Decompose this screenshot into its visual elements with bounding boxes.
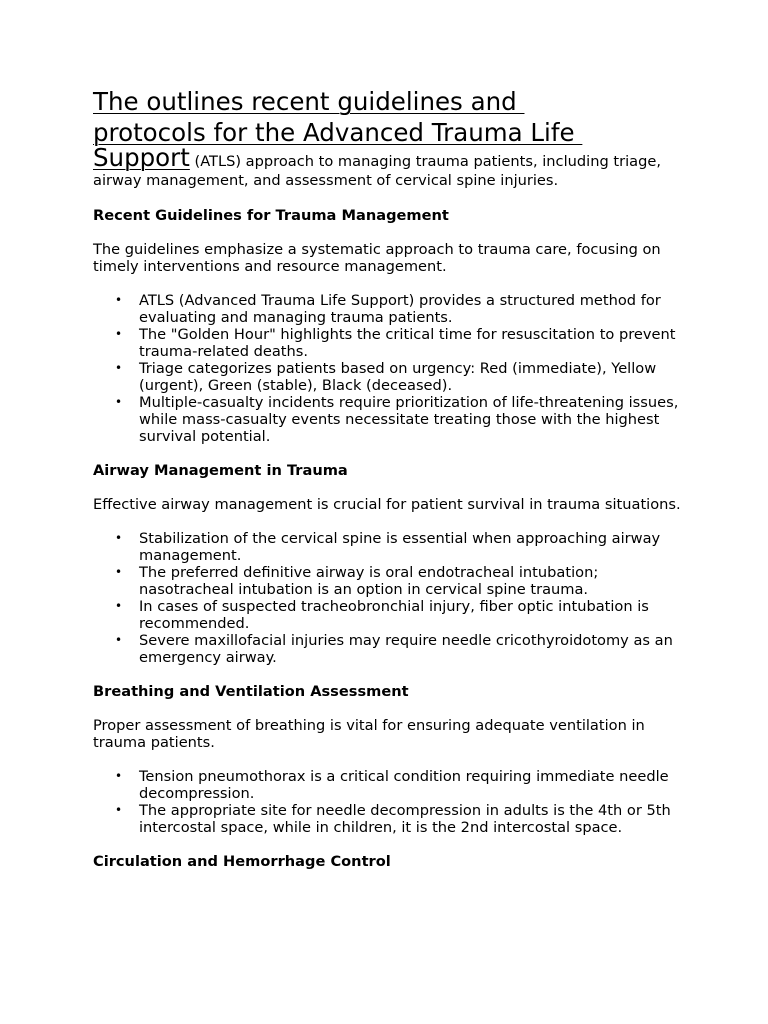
spacer [93,836,683,853]
intro-paragraph [93,143,683,190]
list-item: • The "Golden Hour" highlights the critical time for resuscitation to prevent trauma-related deaths. [93,326,683,360]
list-item: • Triage categorizes patients based on urgency: Red (immediate), Yellow (urgent), Green (stable), Black (deceased). [93,360,683,394]
section-heading: Circulation and Hemorrhage Control [93,853,391,870]
bullet-list [93,768,683,836]
document-title-tail: Support [93,143,190,172]
list-item: • The preferred definitive airway is oral endotracheal intubation; nasotracheal intubation is an option in cervical spine trauma. [93,564,683,598]
document-title-line-1: The outlines recent guidelines and [93,87,525,116]
list-item: • Tension pneumothorax is a critical condition requiring immediate needle decompression. [93,768,683,802]
document-title-line-2: protocols for the Advanced Trauma Life [93,118,583,147]
spacer [93,479,683,496]
list-item: • ATLS (Advanced Trauma Life Support) provides a structured method for evaluating and managing trauma patients. [93,292,683,326]
section-heading: Recent Guidelines for Trauma Management [93,207,449,224]
bullet-list [93,292,683,445]
list-item: • Multiple-casualty incidents require prioritization of life-threatening issues, while mass-casualty events necessitate treating those with the highest survival potential. [93,394,683,445]
spacer [93,700,683,717]
list-item: • In cases of suspected tracheobronchial injury, fiber optic intubation is recommended. [93,598,683,632]
spacer [93,445,683,462]
spacer [93,190,683,207]
spacer [93,224,683,241]
section-paragraph: Effective airway management is crucial for patient survival in trauma situations. [93,496,681,513]
spacer [93,513,683,530]
intro-text: (ATLS) approach to managing trauma patients, including triage, airway management, and assessment of cervical spine injuries. [93,153,661,189]
spacer [93,666,683,683]
section-heading: Airway Management in Trauma [93,462,348,479]
section-heading: Breathing and Ventilation Assessment [93,683,409,700]
bullet-list [93,530,683,666]
section-paragraph: The guidelines emphasize a systematic approach to trauma care, focusing on timely interventions and resource management. [93,241,661,275]
list-item: • Stabilization of the cervical spine is essential when approaching airway management. [93,530,683,564]
document-page [93,86,683,870]
list-item: • The appropriate site for needle decompression in adults is the 4th or 5th intercostal space, while in children, it is the 2nd intercostal space. [93,802,683,836]
section-paragraph: Proper assessment of breathing is vital for ensuring adequate ventilation in trauma patients. [93,717,645,751]
list-item: • Severe maxillofacial injuries may require needle cricothyroidotomy as an emergency airway. [93,632,683,666]
spacer [93,275,683,292]
spacer [93,751,683,768]
